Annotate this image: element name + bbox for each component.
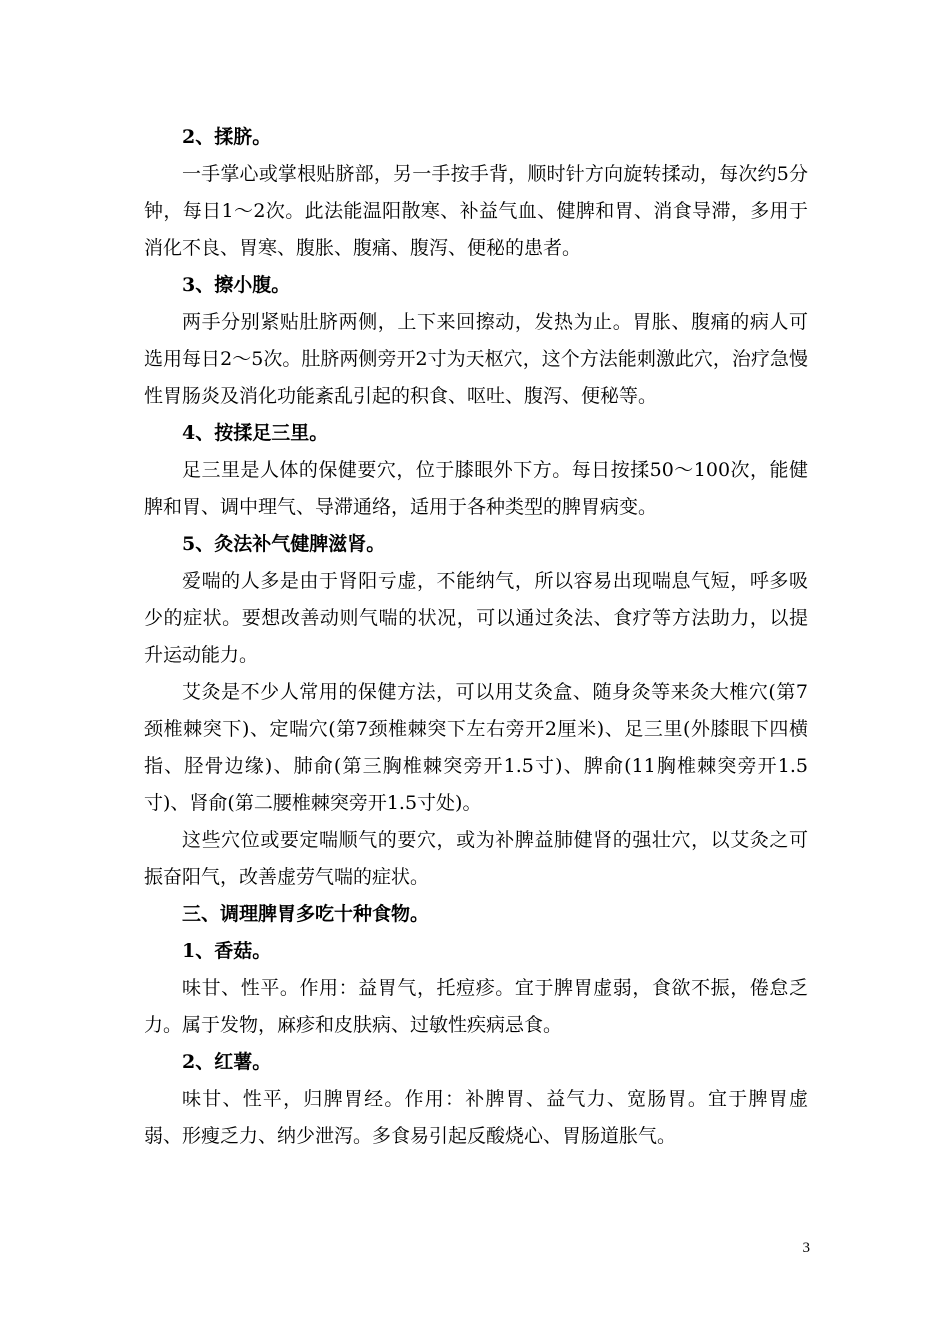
paragraph: 爱喘的人多是由于肾阳亏虚，不能纳气，所以容易出现喘息气短，呼多吸少的症状。要想改善动则气喘的状况，可以通过灸法、食疗等方法助力，以提升运动能力。 bbox=[144, 570, 808, 666]
paragraph: 味甘、性平。作用：益胃气，托痘疹。宜于脾胃虚弱，食欲不振，倦怠乏力。属于发物，麻疹和皮肤病、过敏性疾病忌食。 bbox=[144, 977, 808, 1036]
paragraph: 味甘、性平，归脾胃经。作用：补脾胃、益气力、宽肠胃。宜于脾胃虚弱、形瘦乏力、纳少泄泻。多食易引起反酸烧心、胃肠道胀气。 bbox=[144, 1088, 808, 1147]
section-heading: 4、按揉足三里。 bbox=[182, 422, 329, 444]
page-number: 3 bbox=[802, 1240, 810, 1256]
section-heading: 2、揉脐。 bbox=[182, 126, 272, 148]
section-heading: 3、擦小腹。 bbox=[182, 274, 291, 296]
page-body bbox=[144, 119, 808, 1155]
section-heading: 5、灸法补气健脾滋肾。 bbox=[182, 533, 386, 555]
paragraph: 两手分别紧贴肚脐两侧，上下来回擦动，发热为止。胃胀、腹痛的病人可选用每日2～5次。肚脐两侧旁开2寸为天枢穴，这个方法能刺激此穴，治疗急慢性胃肠炎及消化功能紊乱引起的积食、呕吐、腹泻、便秘等。 bbox=[144, 311, 808, 407]
chapter-heading: 三、调理脾胃多吃十种食物。 bbox=[182, 903, 430, 925]
paragraph: 这些穴位或要定喘顺气的要穴，或为补脾益肺健肾的强壮穴，以艾灸之可振奋阳气，改善虚劳气喘的症状。 bbox=[144, 829, 808, 888]
section-heading: 1、香菇。 bbox=[182, 940, 272, 962]
paragraph: 艾灸是不少人常用的保健方法，可以用艾灸盒、随身灸等来灸大椎穴(第7颈椎棘突下)、定喘穴(第7颈椎棘突下左右旁开2厘米)、足三里(外膝眼下四横指、胫骨边缘)、肺俞(第三胸椎棘突旁开1.5寸)、脾俞(11胸椎棘突旁开1.5寸)、肾俞(第二腰椎棘突旁开1.5寸处)。 bbox=[144, 681, 808, 814]
section-heading: 2、红薯。 bbox=[182, 1051, 272, 1073]
paragraph: 足三里是人体的保健要穴，位于膝眼外下方。每日按揉50～100次，能健脾和胃、调中理气、导滞通络，适用于各种类型的脾胃病变。 bbox=[144, 459, 808, 518]
paragraph: 一手掌心或掌根贴脐部，另一手按手背，顺时针方向旋转揉动，每次约5分钟，每日1～2次。此法能温阳散寒、补益气血、健脾和胃、消食导滞，多用于消化不良、胃寒、腹胀、腹痛、腹泻、便秘的患者。 bbox=[144, 163, 808, 259]
